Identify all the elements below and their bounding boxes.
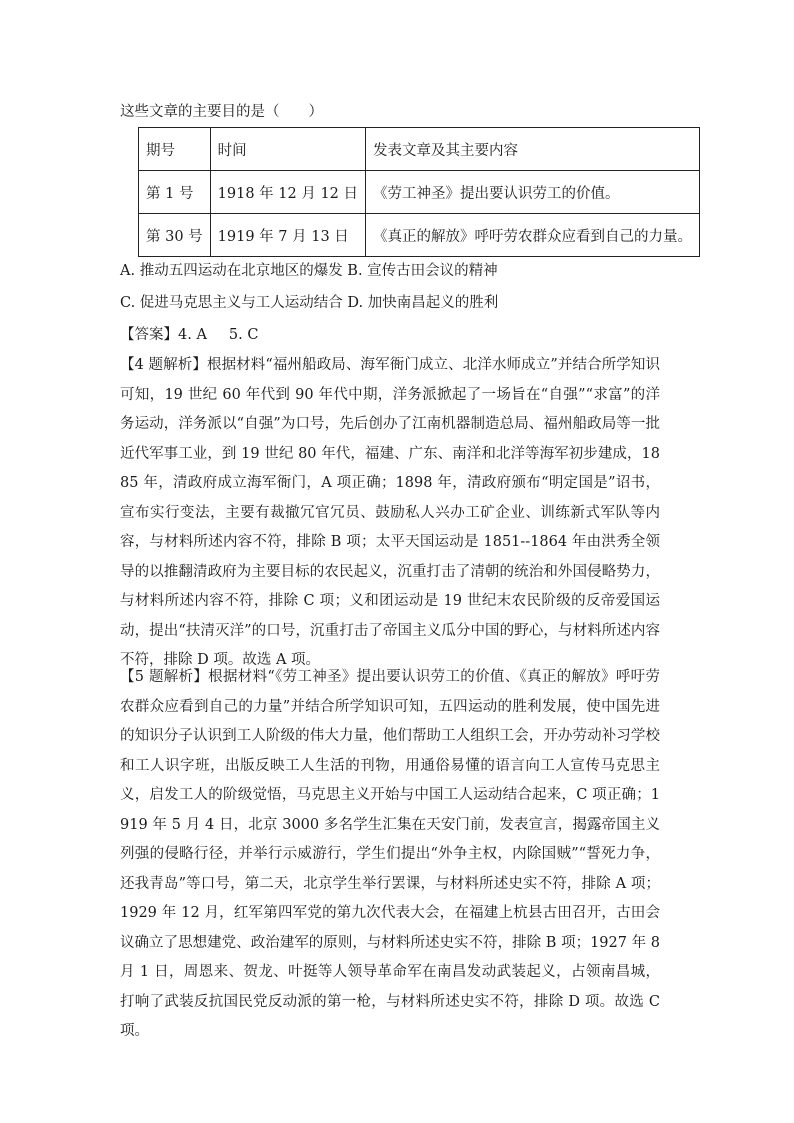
options-line-ab: A. 推动五四运动在北京地区的爆发 B. 宣传古田会议的精神	[120, 263, 498, 279]
table-header-row	[139, 128, 700, 171]
material-table	[138, 127, 700, 257]
cell-issue: 第 1 号	[139, 171, 211, 214]
header-issue: 期号	[139, 128, 211, 171]
header-date: 时间	[210, 128, 365, 171]
analysis-q4-label: 【4 题解析】	[120, 357, 207, 373]
analysis-q5-text: 根据材料“《劳工神圣》提出要认识劳工的价值、《真正的解放》呼吁劳农群众应看到自己的力量”并结合所学知识可知，五四运动的胜利发展，使中国先进的知识分子认识到工人阶级的伟大力量，他们帮助工人组织工会，开办劳动补习学校和工人识字班，出版反映工人生活的刊物，用通俗易懂的语言向工人宣传马克思主义，启发工人的阶级觉悟，马克思主义开始与中国工人运动结合起来，C 项正确；1919 年 5 月 4 日，北京 3000 多名学生汇集在天安门前，发表宣言，揭露帝国主义列强的侵略行径，并举行示威游行，学生们提出“外争主权，内除国贼”“誓死力争，还我青岛”等口号，第二天，北京学生举行罢课，与材料所述史实不符，排除 A 项；1929 年 12 月，红军第四军党的第九次代表大会，在福建上杭县古田召开，古田会议确立了思想建党、政治建军的原则，与材料所述史实不符，排除 B 项；1927 年 8 月 1 日，周恩来、贺龙、叶挺等人领导革命军在南昌发动武装起义，占领南昌城，打响了武装反抗国民党反动派的第一枪，与材料所述史实不符，排除 D 项。故选 C 项。	[120, 669, 660, 1039]
options-line-cd: C. 促进马克思主义与工人运动结合 D. 加快南昌起义的胜利	[120, 295, 499, 311]
analysis-q4	[120, 351, 660, 676]
cell-date: 1919 年 7 月 13 日	[210, 214, 365, 257]
answer-label: 【答案】	[120, 327, 178, 343]
cell-content: 《真正的解放》呼吁劳农群众应看到自己的力量。	[366, 214, 700, 257]
table-row	[139, 214, 700, 257]
cell-content: 《劳工神圣》提出要认识劳工的价值。	[366, 171, 700, 214]
answer-5: 5. C	[228, 327, 259, 343]
cell-issue: 第 30 号	[139, 214, 211, 257]
header-content: 发表文章及其主要内容	[366, 128, 700, 171]
cell-date: 1918 年 12 月 12 日	[210, 171, 365, 214]
question-stem: 这些文章的主要目的是（ ）	[120, 104, 323, 120]
answer-line	[120, 325, 258, 345]
analysis-q5	[120, 663, 660, 1047]
analysis-q4-text: 根据材料“福州船政局、海军衙门成立、北洋水师成立”并结合所学知识可知，19 世纪 60 年代到 90 年代中期，洋务派掀起了一场旨在“自强”“求富”的洋务运动，洋务派以“自强”为口号，先后创办了江南机器制造总局、福州船政局等一批近代军事工业，到 19 世纪 80 年代，福建、广东、南洋和北洋等海军初步建成，1885 年，清政府成立海军衙门，A 项正确；1898 年，清政府颁布“明定国是”诏书，宣布实行变法，主要有裁撤冗官冗员、鼓励私人兴办工矿企业、训练新式军队等内容，与材料所述内容不符，排除 B 项；太平天国运动是 1851--1864 年由洪秀全领导的以推翻清政府为主要目标的农民起义，沉重打击了清朝的统治和外国侵略势力，与材料所述内容不符，排除 C 项；义和团运动是 19 世纪末农民阶级的反帝爱国运动，提出“扶清灭洋”的口号，沉重打击了帝国主义瓜分中国的野心，与材料所述内容不符，排除 D 项。故选 A 项。	[120, 357, 660, 668]
analysis-q5-label: 【5 题解析】	[120, 669, 209, 685]
table-row	[139, 171, 700, 214]
answer-4: 4. A	[178, 327, 207, 343]
